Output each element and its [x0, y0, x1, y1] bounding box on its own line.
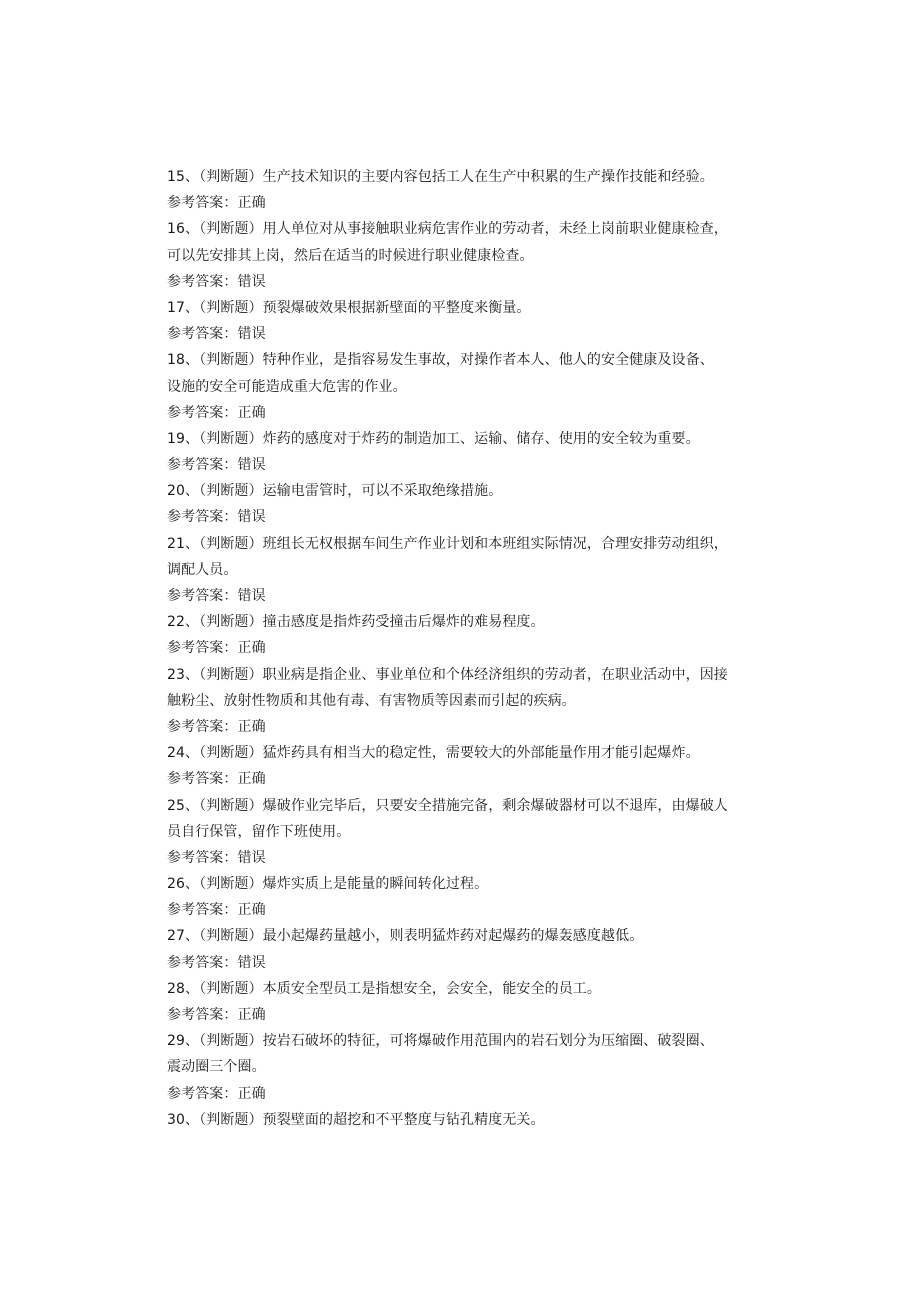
- question-item: [167, 609, 767, 661]
- answer-text: 参考答案：正确: [167, 195, 266, 212]
- question-item: [167, 740, 767, 792]
- question-item: [167, 1028, 767, 1107]
- answer-text: 参考答案：错误: [167, 457, 266, 474]
- question-text: 18、（判断题）特种作业，是指容易发生事故，对操作者本人、他人的安全健康及设备、: [167, 352, 714, 369]
- question-item: [167, 923, 767, 975]
- answer-text: 参考答案：正确: [167, 902, 266, 919]
- question-text: 27、（判断题）最小起爆药量越小，则表明猛炸药对起爆药的爆轰感度越低。: [167, 928, 644, 945]
- answer-text: 参考答案：错误: [167, 849, 266, 866]
- answer-text: 参考答案：错误: [167, 588, 266, 604]
- question-item: [167, 295, 767, 347]
- answer-text: 参考答案：错误: [167, 273, 266, 290]
- answer-text: 参考答案：错误: [167, 509, 266, 526]
- question-text-continued: 可以先安排其上岗，然后在适当的时候进行职业健康检查。: [167, 247, 534, 264]
- question-item: [167, 164, 767, 216]
- question-text: 16、（判断题）用人单位对从事接触职业病危害作业的劳动者，未经上岗前职业健康检查，: [167, 221, 728, 238]
- question-text: 20、（判断题）运输电雷管时，可以不采取绝缘措施。: [167, 483, 503, 500]
- question-text: 19、（判断题）炸药的感度对于炸药的制造加工、运输、储存、使用的安全较为重要。: [167, 430, 700, 447]
- question-item: [167, 793, 767, 872]
- question-text-continued: 设施的安全可能造成重大危害的作业。: [167, 378, 407, 395]
- question-text: 21、（判断题）班组长无权根据车间生产作业计划和本班组实际情况，合理安排劳动组织，: [167, 535, 728, 552]
- question-item: [167, 216, 767, 295]
- question-text: 15、（判断题）生产技术知识的主要内容包括工人在生产中积累的生产操作技能和经验。: [167, 169, 714, 185]
- question-item: [167, 871, 767, 923]
- question-item: [167, 347, 767, 426]
- question-text: 30、（判断题）预裂壁面的超挖和不平整度与钻孔精度无关。: [167, 1111, 545, 1128]
- question-item: [167, 426, 767, 478]
- answer-text: 参考答案：正确: [167, 771, 266, 788]
- answer-text: 参考答案：正确: [167, 1085, 266, 1102]
- question-text-continued: 震动圈三个圈。: [167, 1059, 266, 1076]
- answer-text: 参考答案：正确: [167, 1007, 266, 1023]
- answer-text: 参考答案：正确: [167, 640, 266, 657]
- question-item: [167, 1107, 767, 1133]
- question-text: 22、（判断题）撞击感度是指炸药受撞击后爆炸的难易程度。: [167, 614, 545, 631]
- answer-text: 参考答案：错误: [167, 326, 266, 343]
- question-text-continued: 员自行保管，留作下班使用。: [167, 823, 351, 840]
- question-item: [167, 976, 767, 1028]
- question-text: 17、（判断题）预裂爆破效果根据新壁面的平整度来衡量。: [167, 299, 531, 316]
- question-text: 23、（判断题）职业病是指企业、事业单位和个体经济组织的劳动者，在职业活动中，因接: [167, 666, 728, 683]
- question-text: 25、（判断题）爆破作业完毕后，只要安全措施完备，剩余爆破器材可以不退库，由爆破人: [167, 797, 728, 814]
- question-item: [167, 531, 767, 610]
- question-text-continued: 触粉尘、放射性物质和其他有毒、有害物质等因素而引起的疾病。: [167, 692, 576, 709]
- answer-text: 参考答案：正确: [167, 404, 266, 421]
- question-text: 26、（判断题）爆炸实质上是能量的瞬间转化过程。: [167, 876, 489, 893]
- question-text-continued: 调配人员。: [167, 561, 238, 578]
- question-list: [167, 164, 767, 1133]
- question-item: [167, 662, 767, 741]
- question-item: [167, 478, 767, 530]
- answer-text: 参考答案：正确: [167, 718, 266, 735]
- question-text: 29、（判断题）按岩石破坏的特征，可将爆破作用范围内的岩石划分为压缩圈、破裂圈、: [167, 1033, 714, 1050]
- question-text: 28、（判断题）本质安全型员工是指想安全，会安全，能安全的员工。: [167, 980, 602, 997]
- answer-text: 参考答案：错误: [167, 954, 266, 971]
- question-text: 24、（判断题）猛炸药具有相当大的稳定性，需要较大的外部能量作用才能引起爆炸。: [167, 745, 700, 762]
